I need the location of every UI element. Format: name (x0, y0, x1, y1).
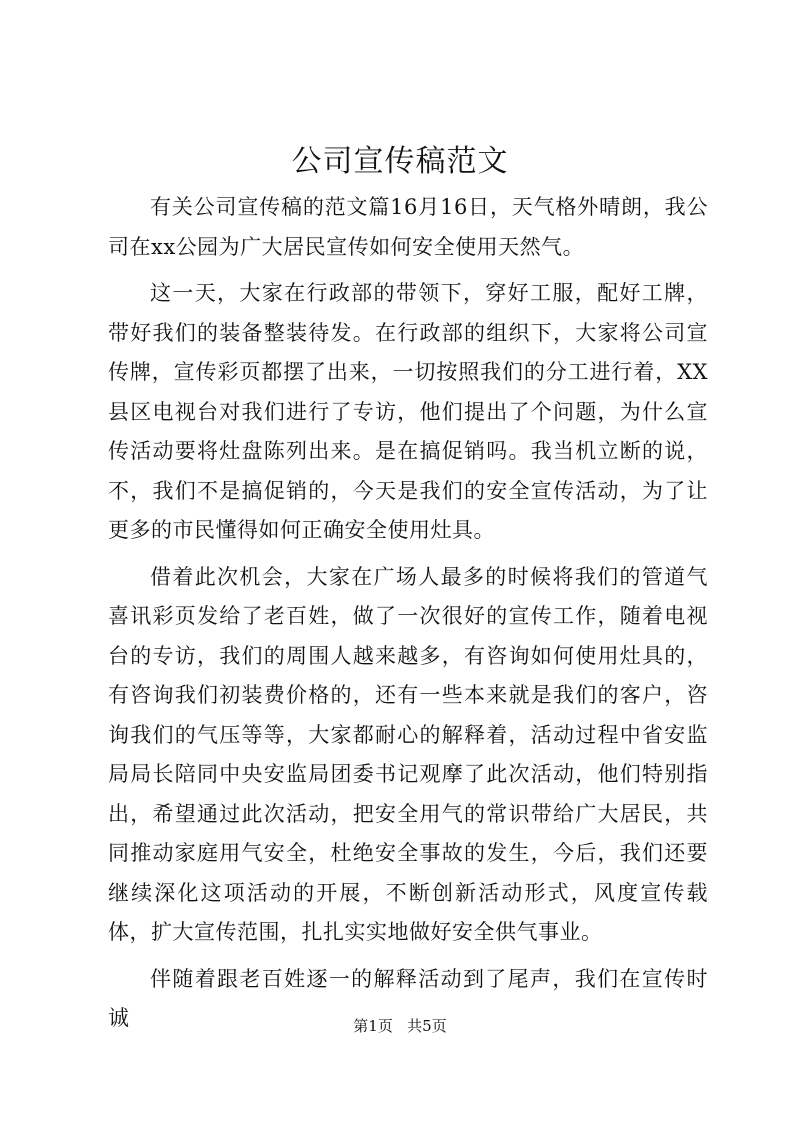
page-number: 第1页 (353, 1017, 393, 1035)
paragraph-1: 有关公司宣传稿的范文篇16月16日，天气格外晴朗，我公司在xx公园为广大居民宣传如何安全使用天然气。 (108, 195, 708, 259)
page-footer (0, 1015, 800, 1037)
page-total: 共5页 (407, 1017, 447, 1035)
paragraph-4: 伴随着跟老百姓逐一的解释活动到了尾声，我们在宣传时诚 (108, 966, 708, 1030)
page-separator (398, 1015, 403, 1037)
paragraph-3: 借着此次机会，大家在广场人最多的时候将我们的管道气喜讯彩页发给了老百姓，做了一次很好的宣传工作，随着电视台的专访，我们的周围人越来越多，有咨询如何使用灶具的，有咨询我们初装费价格的，还有一些本来就是我们的客户，咨询我们的气压等等，大家都耐心的解释着，活动过程中省安监局局长陪同中央安监局团委书记观摩了此次活动，他们特别指出，希望通过此次活动，把安全用气的常识带给广大居民，共同推动家庭用气安全，杜绝安全事故的发生，今后，我们还要继续深化这项活动的开展，不断创新活动形式，风度宣传载体，扩大宣传范围，扎扎实实地做好安全供气事业。 (108, 564, 708, 944)
document-body (108, 188, 708, 1046)
paragraph-2: 这一天，大家在行政部的带领下，穿好工服，配好工牌，带好我们的装备整装待发。在行政部的组织下，大家将公司宣传牌，宣传彩页都摆了出来，一切按照我们的分工进行着，XX县区电视台对我们进行了专访，他们提出了个问题，为什么宣传活动要将灶盘陈列出来。是在搞促销吗。我当机立断的说，不，我们不是搞促销的，今天是我们的安全宣传活动，为了让更多的市民懂得如何正确安全使用灶具。 (108, 281, 708, 542)
document-title: 公司宣传稿范文 (291, 144, 509, 179)
